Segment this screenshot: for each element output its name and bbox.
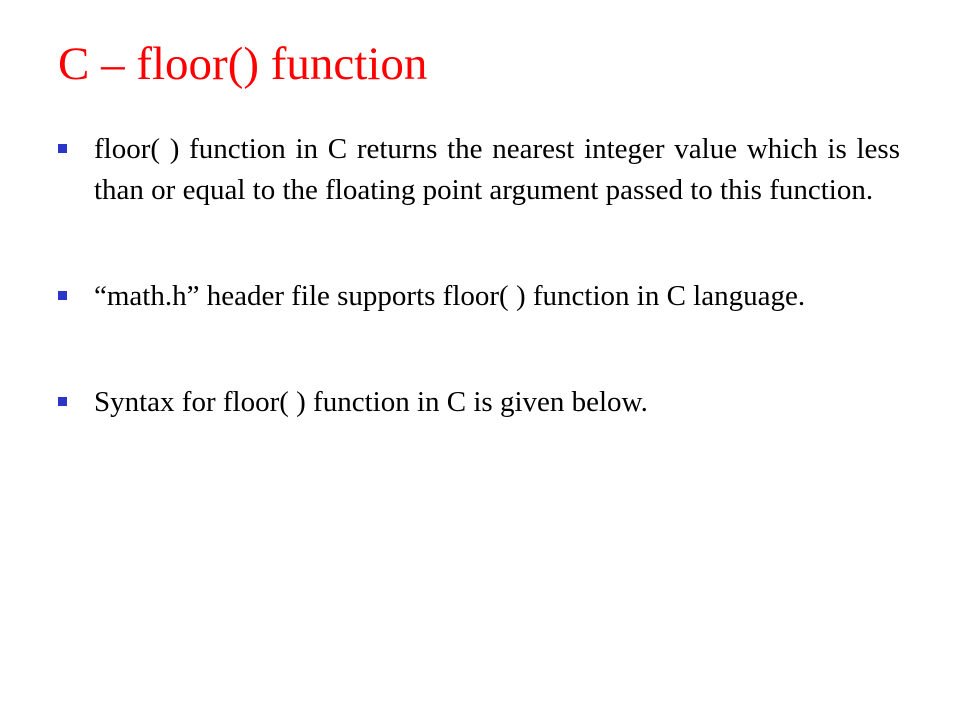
bullet-list	[58, 129, 900, 423]
bullet-item	[58, 129, 900, 211]
bullet-text: Syntax for floor( ) function in C is given below.	[94, 386, 648, 418]
square-bullet-icon	[58, 397, 67, 406]
bullet-text: “math.h” header file supports floor( ) function in C language.	[94, 280, 806, 312]
slide-title: C – floor() function	[58, 38, 428, 90]
square-bullet-icon	[58, 291, 67, 300]
square-bullet-icon	[58, 144, 67, 153]
bullet-text: floor( ) function in C returns the nearest integer value which is less than or equal to the floating point argument passed to this function.	[94, 133, 900, 206]
bullet-item	[58, 276, 900, 317]
bullet-item	[58, 382, 900, 423]
